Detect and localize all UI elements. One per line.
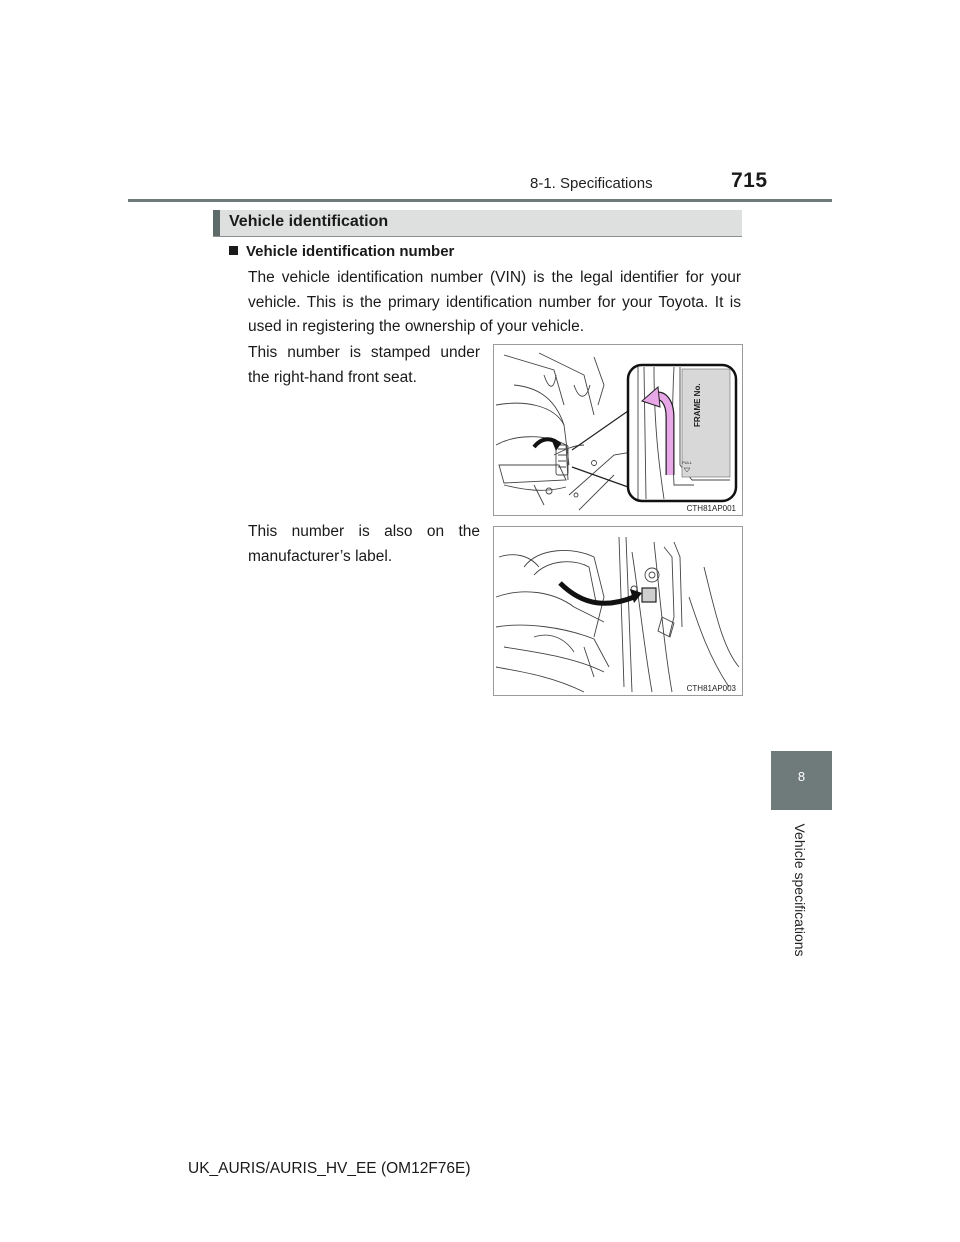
figure-code: CTH81AP003 xyxy=(686,684,736,693)
header-rule xyxy=(128,199,832,202)
heading-accent-bar xyxy=(213,210,220,236)
frame-number-label: FRAME No. xyxy=(693,383,702,427)
page-number: 715 xyxy=(731,169,768,192)
figure-2-caption: This number is also on the manufacturer’s label. xyxy=(248,523,480,565)
chapter-title-vertical: Vehicle specifications xyxy=(792,823,808,957)
chapter-number: 8 xyxy=(797,769,806,784)
subheading xyxy=(229,243,454,260)
running-header-section: 8-1. Specifications xyxy=(530,175,653,192)
square-bullet-icon xyxy=(229,246,238,255)
figure-manufacturer-label-location xyxy=(493,526,743,696)
figure-code: CTH81AP001 xyxy=(686,504,736,513)
body-paragraph: The vehicle identification number (VIN) is the legal identifier for your vehicle. This is the primary identification number for your Toyota. It is used in registering the ownership of your vehicle. xyxy=(248,269,741,335)
document-footer-code: UK_AURIS/AURIS_HV_EE (OM12F76E) xyxy=(188,1160,471,1177)
door-pillar-illustration xyxy=(494,527,742,695)
figure-1-caption: This number is stamped under the right-hand front seat. xyxy=(248,344,480,386)
section-heading xyxy=(213,210,742,237)
pull-label: PULL xyxy=(682,460,693,465)
chapter-tab xyxy=(771,751,832,810)
figure-seat-vin-location xyxy=(493,344,743,516)
seat-illustration xyxy=(494,345,742,515)
subheading-text: Vehicle identification number xyxy=(246,243,455,260)
section-heading-text: Vehicle identification xyxy=(229,213,389,230)
